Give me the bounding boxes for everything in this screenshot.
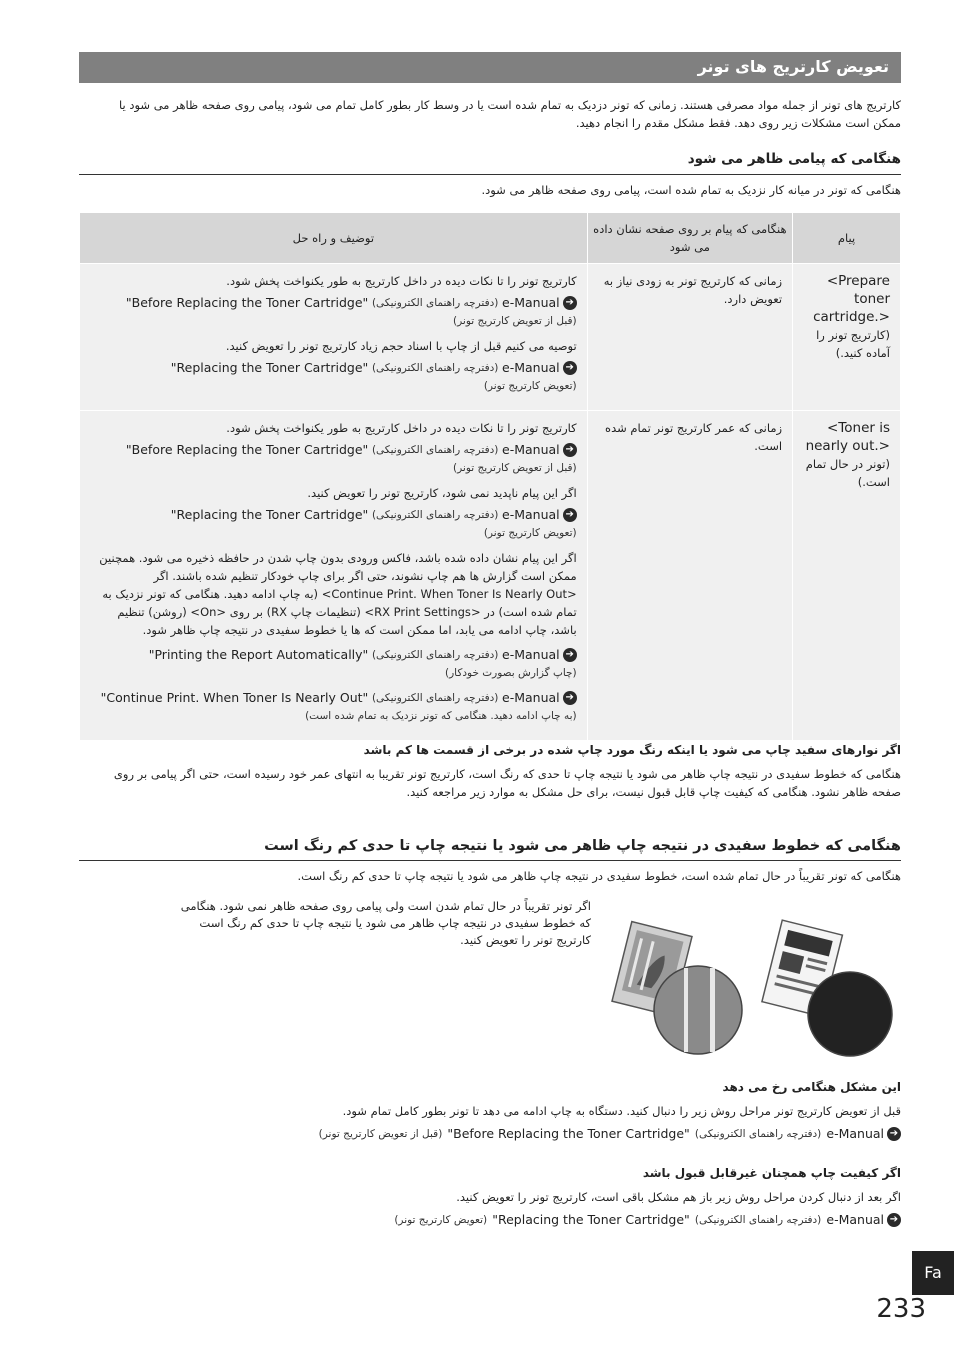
manual-topic: "Printing the Report Automatically" [148,647,369,662]
section1-heading: هنگامی که پیامی ظاهر می شود [687,151,901,167]
manual-note: (دفترچه راهنمای الکترونیکی) [694,1127,822,1140]
reference-arrow-icon: ➔ [563,361,577,375]
section2-line-2: صفحه ظاهر نشود. هنگامی که کیفیت چاپ قابل قبول نیست، برای حل مشکل به موارد زیر مراجعه کنید. [406,785,901,799]
solution-block [90,689,577,725]
solution-cell [80,264,588,411]
manual-topic-translation: (چاپ گزارش بصورت خودکار) [445,667,577,679]
section3-desc: هنگامی که تونر تقریباً در حال تمام شده است، خطوط سفیدی در نتیجه چاپ ظاهر می شود یا نتیجه چاپ تا حدی کم رنگ است. [297,869,901,883]
table-row [80,264,901,411]
manual-topic: "Before Replacing the Toner Cartridge" [125,442,369,457]
manual-name: e-Manual [502,690,560,705]
manual-name: e-Manual [502,507,560,522]
solution-text: اگر این پیام نشان داده شده باشد، فاکس ورودی بدون چاپ شدن در حافظه ذخیره می شود. همچنین ممکن است گزارش ها هم چاپ نشوند، حتی اگر برای چاپ خودکار تنظیم شده باشند. اگر <Continue Print. When Toner Is Nearly Out> (به چاپ ادامه دهید. هنگامی که تونر نزدیک به تمام شده است) در <RX Print Settings> (تنظیمات چاپ RX) بر روی <On> (روشن) تنظیم باشد، چاپ ادامه می یابد، اما ممکن است که ها یا خطوط سفیدی در نتیجه چاپ ظاهر شود. [99,551,577,637]
title-bar [79,52,901,83]
reference-arrow-icon: ➔ [887,1127,901,1141]
section2-line-1: هنگامی که خطوط سفیدی در نتیجه چاپ ظاهر می شود یا نتیجه چاپ تا حدی که رنگ است، کارتریج تونر تقریبا به انتهای عمر خود رسیده است، حتی اگر پیامی بر روی [113,767,901,781]
manual-name: e-Manual [502,295,560,310]
message-en: <Toner is nearly out.> [805,420,890,454]
manual-topic: "Before Replacing the Toner Cartridge" [447,1126,690,1141]
message-fa: (تونر در حال تمام است.) [805,457,890,489]
manual-name: e-Manual [502,442,560,457]
solution-text: کارتریج تونر را تا نکات دیده در داخل کارتریج به طور یکنواخت پخش شود. [226,274,577,288]
manual-name: e-Manual [826,1126,884,1141]
language-tab: Fa [912,1251,954,1295]
intro-line-1: کارتریج های تونر از جمله مواد مصرفی هستند. زمانی که تونر دزدیک به تمام شده است یا در وسط کار بطور کامل تمام می شود، پیامی روی صفحه ظاهر می شود یا [118,98,901,112]
solution-block [90,419,577,477]
side-line-2: که خطوط سفیدی در نتیجه چاپ ظاهر می شود یا نتیجه چاپ تا حدی کم رنگ است [199,916,591,930]
section3-heading: هنگامی که خطوط سفیدی در نتیجه چاپ ظاهر می شود یا نتیجه چاپ تا حدی کم رنگ است [264,838,901,854]
manual-topic: "Replacing the Toner Cartridge" [492,1212,690,1227]
manual-reference[interactable] [394,1210,901,1229]
manual-reference[interactable] [90,506,577,524]
manual-note: (دفترچه راهنمای الکترونیکی) [371,649,499,661]
reference-arrow-icon: ➔ [563,443,577,457]
manual-topic-translation: (قبل از تعویض کارتریج تونر) [453,462,577,474]
manual-topic: "Replacing the Toner Cartridge" [170,360,369,375]
message-fa: (کارتریج تونر را آماده کنید.) [816,328,890,360]
section1-desc: هنگامی که تونر در میانه کار نزدیک به تمام شده است، پیامی روی صفحه ظاهر می شود. [481,183,901,197]
manual-note: (دفترچه راهنمای الکترونیکی) [371,509,499,521]
sub1-heading: این مشکل هنگامی رخ می دهد [722,1080,901,1094]
sub2-heading: اگر کیفیت چاپ همچنان غیرقابل قبول باشد [642,1166,901,1180]
solution-cell [80,411,588,741]
sub2-text: اگر بعد از دنبال کردن مراحل روش زیر باز هم مشکل باقی است، کارتریج تونر را تعویض کنید. [456,1190,901,1204]
side-line-1: اگر تونر تقریباً در حال تمام شدن است ولی پیامی روی صفحه ظاهر نمی شود. هنگامی [180,899,591,913]
manual-reference[interactable] [90,441,577,459]
intro-line-2: ممکن است مشکلات زیر روی دهد. فقط مشکل مقدم را انجام دهید. [575,116,901,130]
side-line-3: کارتریج تونر را تعویض کنید. [460,933,591,947]
message-table [79,212,901,741]
print-defect-illustration [610,918,900,1068]
manual-note: (دفترچه راهنمای الکترونیکی) [371,692,499,704]
manual-note: (دفترچه راهنمای الکترونیکی) [371,297,499,309]
sub1-text: قبل از تعویض کارتریج تونر مراحل روش زیر را دنبال کنید. دستگاه به چاپ ادامه می دهد تا تونر بطور کامل تمام شود. [342,1104,901,1118]
manual-reference[interactable] [90,689,577,707]
table-row [80,411,901,741]
solution-block [90,549,577,639]
manual-topic-translation: (تعویض کارتریج تونر) [483,380,577,392]
magnified-streak-area [808,972,892,1056]
manual-name: e-Manual [502,647,560,662]
solution-block [90,272,577,330]
magnified-faded-area [654,966,742,1054]
reference-arrow-icon: ➔ [563,296,577,310]
message-en: <Prepare toner cartridge.> [813,273,890,325]
when-cell: زمانی که عمر کارتریج تونر تمام شده است. [587,411,792,741]
page-title: تعویض کارتریج های تونر [697,57,889,76]
section2-heading: اگر نوارهای سفید چاپ می شود یا اینکه رنگ مورد چاپ شده در برخی از قسمت ها کم باشد [363,743,901,757]
reference-arrow-icon: ➔ [563,508,577,522]
when-cell: زمانی که کارتریج تونر به زودی نیاز به تعویض دارد. [587,264,792,411]
solution-text: کارتریج تونر را تا نکات دیده در داخل کارتریج به طور یکنواخت پخش شود. [226,421,577,435]
manual-reference[interactable] [90,294,577,312]
manual-topic-translation: (تعویض کارتریج تونر) [483,527,577,539]
manual-topic-translation: (به چاپ ادامه دهید. هنگامی که تونر نزدیک به تمام شده است) [305,710,577,722]
divider [79,860,901,861]
table-header-row [80,213,901,264]
solution-text: توصیه می کنیم قبل از چاپ با اسناد حجم زیاد کارتریج تونر را تعویض کنید. [225,339,577,353]
manual-topic-translation: (قبل از تعویض کارتریج تونر) [453,315,577,327]
manual-note: (دفترچه راهنمای الکترونیکی) [371,362,499,374]
solution-text: اگر این پیام ناپدید نمی شود، کارتریج تونر را تعویض کنید. [307,486,577,500]
message-cell [793,264,901,411]
manual-name: e-Manual [502,360,560,375]
manual-note: (دفترچه راهنمای الکترونیکی) [694,1213,822,1226]
manual-topic: "Replacing the Toner Cartridge" [170,507,369,522]
manual-topic-translation: (تعویض کارتریج تونر) [394,1213,488,1226]
solution-block [90,646,577,682]
manual-topic-translation: (قبل از تعویض کارتریج تونر) [318,1127,443,1140]
reference-arrow-icon: ➔ [887,1213,901,1227]
reference-arrow-icon: ➔ [563,648,577,662]
manual-topic: "Continue Print. When Toner Is Nearly Out" [100,690,369,705]
manual-reference[interactable] [90,359,577,377]
reference-arrow-icon: ➔ [563,691,577,705]
solution-block [90,337,577,395]
manual-name: e-Manual [826,1212,884,1227]
manual-reference[interactable] [319,1124,901,1143]
divider [79,174,901,175]
header-solution: توضیف و راه حل [80,213,588,264]
manual-topic: "Before Replacing the Toner Cartridge" [125,295,369,310]
manual-reference[interactable] [90,646,577,664]
message-cell [793,411,901,741]
solution-block [90,484,577,542]
manual-note: (دفترچه راهنمای الکترونیکی) [371,444,499,456]
header-message: پیام [793,213,901,264]
header-when: هنگامی که پیام بر روی صفحه نشان داده می شود [587,213,792,264]
page-number: 233 [876,1294,926,1324]
